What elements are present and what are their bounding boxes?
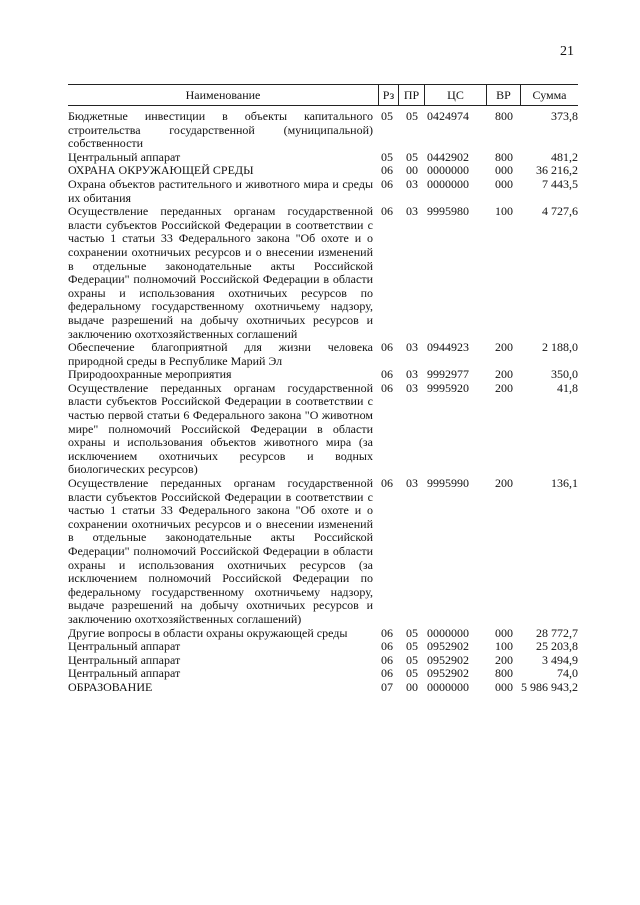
cell-sum: 350,0 (551, 367, 578, 382)
cell-rz: 06 (381, 666, 393, 681)
cell-name: Центральный аппарат (68, 149, 181, 164)
cell-name: ОБРАЗОВАНИЕ (68, 679, 153, 694)
table-row (68, 341, 578, 368)
table-header (68, 84, 578, 106)
cell-rz: 06 (381, 476, 393, 491)
cell-rz: 06 (381, 340, 393, 355)
cell-rz: 06 (381, 176, 393, 191)
cell-vr: 000 (495, 176, 513, 191)
cell-pr: 05 (406, 109, 418, 123)
cell-pr: 05 (406, 666, 418, 681)
table-row (68, 667, 578, 681)
cell-vr: 800 (495, 149, 513, 164)
cell-name: Другие вопросы в области охраны окружающей среды (68, 625, 348, 640)
cell-cs: 9995990 (427, 476, 469, 491)
cell-name: Природоохранные мероприятия (68, 367, 232, 382)
cell-cs: 0952902 (427, 666, 469, 681)
cell-vr: 000 (495, 163, 513, 178)
cell-vr: 200 (495, 476, 513, 491)
cell-name: Охрана объектов растительного и животного мира и среды их обитания (68, 176, 373, 205)
cell-sum: 2 188,0 (542, 340, 578, 355)
cell-pr: 03 (406, 340, 418, 355)
cell-vr: 100 (495, 204, 513, 219)
cell-sum: 373,8 (551, 109, 578, 123)
cell-rz: 05 (381, 149, 393, 164)
table-row (68, 164, 578, 178)
cell-name: Осуществление переданных органам государственной власти субъектов Российской Федерации в соответствии с частью 1 статьи 33 Федерального закона "Об охоте и о сохранении охотничьих ресурсов и о внесении изменений в отдельные законодательные акты Российской Федерации" полномочий Российской Федерации в области охраны и использования охотничьих ресурсов по федеральному государственному охотничьему надзору, выдаче разрешений на добычу охотничьих ресурсов и заключению охотхозяйственных соглашений (68, 204, 373, 341)
table-row (68, 368, 578, 382)
cell-vr: 200 (495, 652, 513, 667)
cell-name: Центральный аппарат (68, 639, 181, 654)
cell-name: Центральный аппарат (68, 666, 181, 681)
cell-sum: 74,0 (557, 666, 578, 681)
cell-pr: 03 (406, 380, 418, 395)
cell-cs: 0000000 (427, 176, 469, 191)
table-row (68, 151, 578, 165)
cell-cs: 9995920 (427, 380, 469, 395)
cell-sum: 3 494,9 (542, 652, 578, 667)
cell-pr: 03 (406, 204, 418, 219)
cell-rz: 06 (381, 380, 393, 395)
table-row (68, 477, 578, 627)
cell-name: Осуществление переданных органам государственной власти субъектов Российской Федерации в соответствии с частью 1 статьи 33 Федерального закона "Об охоте и о сохранении охотничьих ресурсов и о внесении изменений в отдельные законодательные акты Российской Федерации" полномочий Российской Федерации в области охраны и использования охотничьих ресурсов (за исключением полномочий Российской Федерации по федеральному государственному охотничьему надзору, выдаче разрешений на добычу охотничьих ресурсов и заключению охотхозяйственных соглашений) (68, 476, 373, 626)
cell-vr: 000 (495, 679, 513, 694)
table-row (68, 382, 578, 477)
cell-rz: 06 (381, 639, 393, 654)
cell-name: Бюджетные инвестиции в объекты капитального строительства государственной (муниципальной) собственности (68, 109, 373, 151)
cell-pr: 05 (406, 652, 418, 667)
cell-rz: 06 (381, 625, 393, 640)
cell-cs: 0952902 (427, 639, 469, 654)
cell-cs: 0442902 (427, 149, 469, 164)
budget-table (68, 84, 578, 695)
cell-pr: 05 (406, 625, 418, 640)
header-name: Наименование (68, 85, 379, 105)
cell-pr: 05 (406, 639, 418, 654)
cell-sum: 36 216,2 (536, 163, 578, 178)
table-body (68, 106, 578, 695)
cell-name: Центральный аппарат (68, 652, 181, 667)
header-vr: ВР (487, 85, 521, 105)
cell-vr: 800 (495, 666, 513, 681)
cell-cs: 0000000 (427, 679, 469, 694)
table-row (68, 205, 578, 341)
header-rz: Рз (379, 85, 399, 105)
page-number: 21 (560, 44, 574, 59)
table-row (68, 681, 578, 695)
cell-vr: 200 (495, 380, 513, 395)
header-sum: Сумма (532, 88, 567, 102)
cell-pr: 03 (406, 176, 418, 191)
cell-sum: 28 772,7 (536, 625, 578, 640)
cell-sum: 481,2 (551, 149, 578, 164)
header-cs: ЦС (425, 85, 487, 105)
cell-vr: 000 (495, 625, 513, 640)
table-row (68, 640, 578, 654)
cell-rz: 06 (381, 367, 393, 382)
cell-sum: 7 443,5 (542, 176, 578, 191)
cell-cs: 9992977 (427, 367, 469, 382)
cell-cs: 0000000 (427, 163, 469, 178)
cell-rz: 07 (381, 679, 393, 694)
cell-pr: 00 (406, 679, 418, 694)
table-row (68, 178, 578, 205)
cell-vr: 800 (495, 109, 513, 123)
cell-name: Обеспечение благоприятной для жизни человека природной среды в Республике Марий Эл (68, 340, 373, 368)
table-row (68, 654, 578, 668)
cell-cs: 0952902 (427, 652, 469, 667)
cell-rz: 05 (381, 109, 393, 123)
cell-cs: 0424974 (427, 109, 469, 123)
cell-rz: 06 (381, 204, 393, 219)
cell-cs: 0944923 (427, 340, 469, 355)
cell-sum: 41,8 (557, 380, 578, 395)
cell-sum: 5 986 943,2 (521, 679, 578, 694)
cell-rz: 06 (381, 652, 393, 667)
header-pr: ПР (399, 85, 425, 105)
cell-pr: 03 (406, 476, 418, 491)
cell-cs: 9995980 (427, 204, 469, 219)
cell-sum: 25 203,8 (536, 639, 578, 654)
cell-sum: 136,1 (551, 476, 578, 491)
cell-pr: 03 (406, 367, 418, 382)
cell-rz: 06 (381, 163, 393, 178)
cell-cs: 0000000 (427, 625, 469, 640)
cell-sum: 4 727,6 (542, 204, 578, 219)
table-row (68, 110, 578, 151)
cell-pr: 00 (406, 163, 418, 178)
cell-vr: 100 (495, 639, 513, 654)
cell-name: Осуществление переданных органам государственной власти субъектов Российской Федерации в соответствии с частью первой статьи 6 Федерального закона "О животном мире" полномочий Российской Федерации в области охраны и использования объектов животного мира (за исключением охотничьих ресурсов и водных биологических ресурсов) (68, 380, 373, 477)
cell-vr: 200 (495, 340, 513, 355)
cell-pr: 05 (406, 149, 418, 164)
cell-name: ОХРАНА ОКРУЖАЮЩЕЙ СРЕДЫ (68, 163, 254, 178)
cell-vr: 200 (495, 367, 513, 382)
table-row (68, 627, 578, 641)
